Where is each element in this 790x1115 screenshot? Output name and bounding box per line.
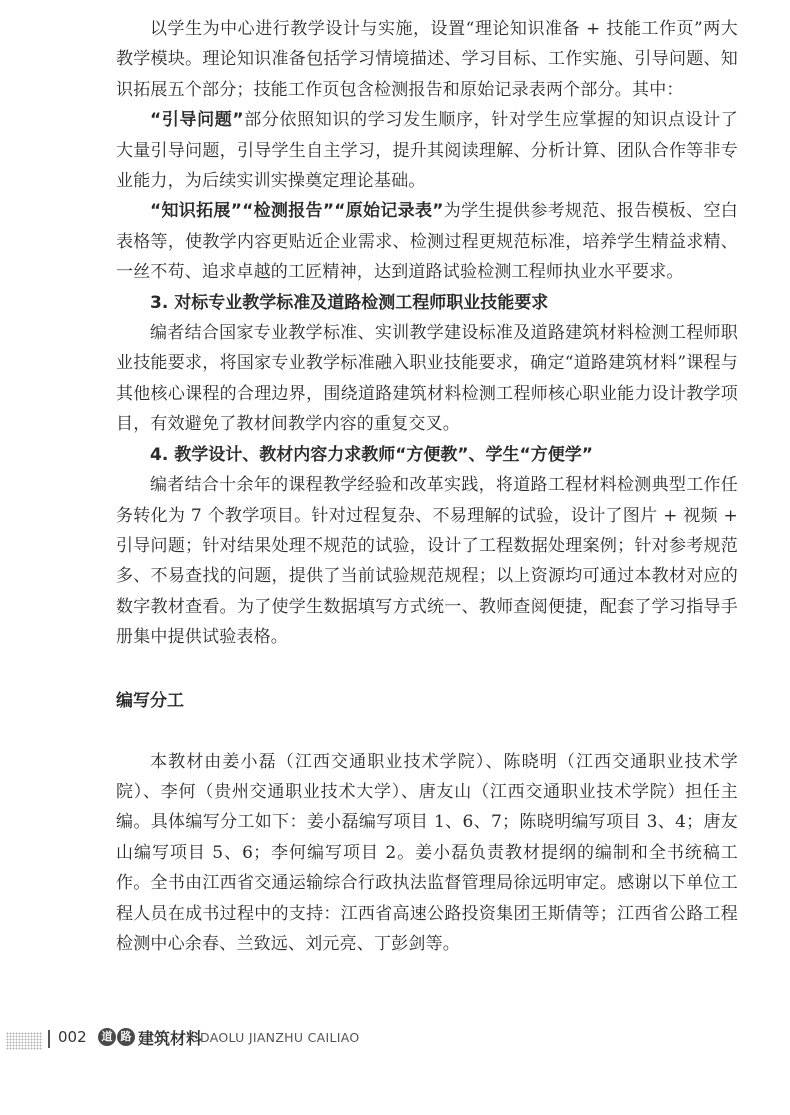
- expand-text: 为学生提供参考规范、报告模板、空白表格等，使教学内容更贴近企业需求、检测过程更规范标准，培养学生精益求精、一丝不苟、追求卓越的工匠精神，达到道路试验检测工程师执业水平要求。: [116, 201, 738, 283]
- section-paragraph: 本教材由姜小磊（江西交通职业技术学院）、陈晓明（江西交通职业技术学院）、李何（贵州交通职业技术大学）、唐友山（江西交通职业技术学院）担任主编。具体编写分工如下：姜小磊编写项目 1、6、7；陈晓明编写项目 3、4；唐友山编写项目 5、6；李何编写项目 2。姜小磊负责教材提纲的编制和全书统稿工作。全书由江西省交通运输综合行政执法监督管理局徐远明审定。感谢以下单位工程人员在成书过程中的支持：江西省高速公路投资集团王斯倩等；江西省公路工程检测中心余春、兰致远、刘元亮、丁彭剑等。: [116, 751, 738, 954]
- section-title: 编写分工: [116, 690, 184, 711]
- logo-text: 建筑材料: [138, 1028, 203, 1048]
- expand-paragraph: [116, 196, 738, 287]
- item3-paragraph: 编者结合国家专业教学标准、实训教学建设标准及道路建筑材料检测工程师职业技能要求，将国家专业教学标准融入职业技能要求，确定“道路建筑材料”课程与其他核心课程的合理边界，围绕道路建筑材料检测工程师核心职业能力设计教学项目，有效避免了教材间教学内容的重复交叉。: [116, 323, 738, 435]
- logo-english-text: DAOLU JIANZHU CAILIAO: [200, 1030, 360, 1045]
- guide-paragraph: [116, 105, 738, 196]
- logo-circle-1: 道: [98, 1028, 116, 1046]
- book-logo: [98, 1026, 202, 1048]
- page-footer: [0, 1024, 790, 1054]
- logo-circle-2: 路: [117, 1028, 135, 1046]
- expand-highlight: “知识拓展”“检测报告”“原始记录表”: [150, 201, 444, 222]
- dot-pattern-decoration: [6, 1032, 42, 1050]
- item3-heading: 3. 对标专业教学标准及道路检测工程师职业技能要求: [150, 292, 549, 313]
- guide-text: 部分依照知识的学习发生顺序，针对学生应掌握的知识点设计了大量引导问题，引导学生自主学习，提升其阅读理解、分析计算、团队合作等非专业能力，为后续实训实操奠定理论基础。: [116, 110, 738, 192]
- page-number: 002: [58, 1028, 87, 1046]
- footer-divider: [48, 1030, 50, 1048]
- page-content: [116, 14, 738, 959]
- guide-highlight: “引导问题”: [150, 110, 244, 131]
- item4-heading: 4. 教学设计、教材内容力求教师“方便教”、学生“方便学”: [150, 444, 593, 465]
- item4-paragraph: 编者结合十余年的课程教学经验和改革实践，将道路工程材料检测典型工作任务转化为 7 个教学项目。针对过程复杂、不易理解的试验，设计了图片 + 视频 + 引导问题；针对结果处理不规范的试验，设计了工程数据处理案例；针对参考规范多、不易查找的问题，提供了当前试验规范规程；以上资源均可通过本教材对应的数字教材查看。为了使学生数据填写方式统一、教师查阅便捷，配套了学习指导手册集中提供试验表格。: [116, 475, 738, 648]
- intro-paragraph: 以学生为中心进行教学设计与实施，设置“理论知识准备 + 技能工作页”两大教学模块。理论知识准备包括学习情境描述、学习目标、工作实施、引导问题、知识拓展五个部分；技能工作页包含检测报告和原始记录表两个部分。其中：: [116, 19, 738, 100]
